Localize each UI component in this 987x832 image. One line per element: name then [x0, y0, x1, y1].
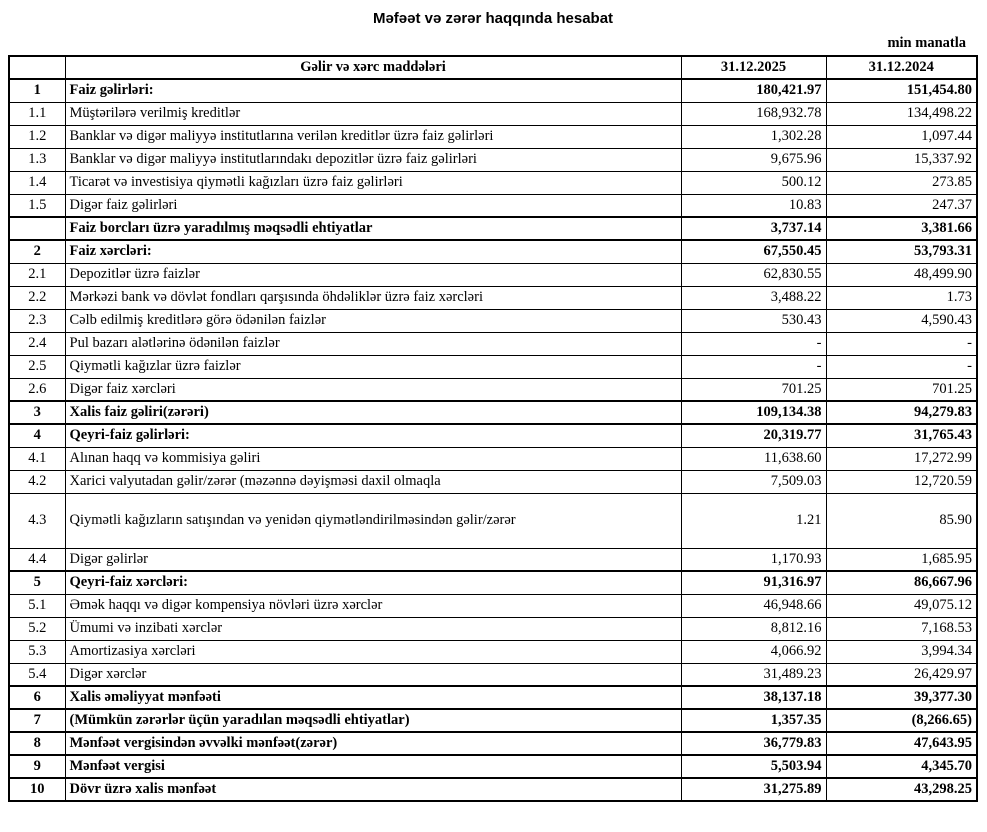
header-date-2024-cell: 31.12.2024: [826, 56, 977, 79]
row-number-cell: 1.5: [9, 194, 65, 217]
row-value-2024-cell: 47,643.95: [826, 732, 977, 755]
row-label-cell: Mərkəzi bank və dövlət fondları qarşısında öhdəliklər üzrə faiz xərcləri: [65, 286, 681, 309]
table-row: [9, 217, 977, 240]
row-value-2025-cell: 7,509.03: [681, 470, 826, 493]
row-label-cell: Müştərilərə verilmiş kreditlər: [65, 102, 681, 125]
row-number-cell: [9, 217, 65, 240]
table-row: [9, 309, 977, 332]
row-label-cell: Cəlb edilmiş kreditlərə görə ödənilən faizlər: [65, 309, 681, 332]
row-number-cell: 5: [9, 571, 65, 594]
row-value-2024-cell: -: [826, 355, 977, 378]
row-number-cell: 1.2: [9, 125, 65, 148]
row-number-cell: 3: [9, 401, 65, 424]
row-value-2025-cell: 168,932.78: [681, 102, 826, 125]
row-value-2025-cell: 4,066.92: [681, 640, 826, 663]
row-value-2024-cell: 3,381.66: [826, 217, 977, 240]
table-row: [9, 286, 977, 309]
row-value-2024-cell: 85.90: [826, 493, 977, 548]
row-value-2024-cell: 17,272.99: [826, 447, 977, 470]
row-number-cell: 9: [9, 755, 65, 778]
row-number-cell: 1.3: [9, 148, 65, 171]
row-value-2025-cell: 3,737.14: [681, 217, 826, 240]
row-number-cell: 1.1: [9, 102, 65, 125]
table-row: [9, 263, 977, 286]
row-value-2024-cell: 7,168.53: [826, 617, 977, 640]
row-label-cell: Əmək haqqı və digər kompensiya növləri üzrə xərclər: [65, 594, 681, 617]
row-label-cell: Pul bazarı alətlərinə ödənilən faizlər: [65, 332, 681, 355]
table-row: [9, 493, 977, 548]
row-number-cell: 2: [9, 240, 65, 263]
row-value-2025-cell: 180,421.97: [681, 79, 826, 102]
row-label-cell: Digər faiz xərcləri: [65, 378, 681, 401]
header-items-cell: Gəlir və xərc maddələri: [65, 56, 681, 79]
row-value-2025-cell: 31,489.23: [681, 663, 826, 686]
table-row: [9, 709, 977, 732]
table-row: [9, 663, 977, 686]
table-row: [9, 447, 977, 470]
row-value-2025-cell: 8,812.16: [681, 617, 826, 640]
currency-unit-note: min manatla: [887, 35, 966, 51]
row-number-cell: 2.6: [9, 378, 65, 401]
header-number-cell: [9, 56, 65, 79]
row-number-cell: 5.1: [9, 594, 65, 617]
row-value-2024-cell: 1,685.95: [826, 548, 977, 571]
table-row: [9, 332, 977, 355]
row-number-cell: 4.2: [9, 470, 65, 493]
row-value-2025-cell: 67,550.45: [681, 240, 826, 263]
table-row: [9, 470, 977, 493]
row-value-2024-cell: 247.37: [826, 194, 977, 217]
row-number-cell: 5.3: [9, 640, 65, 663]
row-value-2025-cell: 31,275.89: [681, 778, 826, 801]
table-row: [9, 355, 977, 378]
row-value-2025-cell: 91,316.97: [681, 571, 826, 594]
row-value-2025-cell: 109,134.38: [681, 401, 826, 424]
row-label-cell: Faiz gəlirləri:: [65, 79, 681, 102]
row-value-2024-cell: (8,266.65): [826, 709, 977, 732]
row-value-2025-cell: 5,503.94: [681, 755, 826, 778]
row-label-cell: Amortizasiya xərcləri: [65, 640, 681, 663]
row-label-cell: Ümumi və inzibati xərclər: [65, 617, 681, 640]
row-value-2024-cell: 151,454.80: [826, 79, 977, 102]
row-label-cell: Ticarət və investisiya qiymətli kağızları üzrə faiz gəlirləri: [65, 171, 681, 194]
row-label-cell: Mənfəət vergisi: [65, 755, 681, 778]
row-number-cell: 2.4: [9, 332, 65, 355]
row-value-2025-cell: 1,357.35: [681, 709, 826, 732]
page-title: Məfəət və zərər haqqında hesabat: [372, 10, 614, 27]
row-number-cell: 8: [9, 732, 65, 755]
row-number-cell: 5.2: [9, 617, 65, 640]
row-value-2025-cell: 500.12: [681, 171, 826, 194]
table-row: [9, 102, 977, 125]
row-value-2024-cell: 4,590.43: [826, 309, 977, 332]
header-date-2025-cell: 31.12.2025: [681, 56, 826, 79]
row-value-2025-cell: 530.43: [681, 309, 826, 332]
row-value-2024-cell: 86,667.96: [826, 571, 977, 594]
row-value-2025-cell: 1.21: [681, 493, 826, 548]
row-number-cell: 4.1: [9, 447, 65, 470]
row-label-cell: Faiz xərcləri:: [65, 240, 681, 263]
table-row: [9, 617, 977, 640]
row-number-cell: 2.1: [9, 263, 65, 286]
row-value-2024-cell: 1,097.44: [826, 125, 977, 148]
table-row: [9, 194, 977, 217]
table-row: [9, 171, 977, 194]
row-value-2024-cell: 3,994.34: [826, 640, 977, 663]
row-value-2024-cell: 26,429.97: [826, 663, 977, 686]
row-label-cell: Xalis əməliyyat mənfəəti: [65, 686, 681, 709]
row-label-cell: Mənfəət vergisindən əvvəlki mənfəət(zərər): [65, 732, 681, 755]
row-value-2025-cell: 20,319.77: [681, 424, 826, 447]
row-value-2025-cell: -: [681, 332, 826, 355]
row-number-cell: 4: [9, 424, 65, 447]
row-label-cell: Banklar və digər maliyyə institutlarındakı depozitlər üzrə faiz gəlirləri: [65, 148, 681, 171]
row-number-cell: 5.4: [9, 663, 65, 686]
row-value-2025-cell: 3,488.22: [681, 286, 826, 309]
table-row: [9, 240, 977, 263]
row-number-cell: 7: [9, 709, 65, 732]
row-value-2024-cell: 1.73: [826, 286, 977, 309]
row-number-cell: 6: [9, 686, 65, 709]
row-value-2025-cell: 10.83: [681, 194, 826, 217]
row-value-2025-cell: 701.25: [681, 378, 826, 401]
row-value-2025-cell: 62,830.55: [681, 263, 826, 286]
row-number-cell: 4.4: [9, 548, 65, 571]
row-value-2024-cell: -: [826, 332, 977, 355]
row-value-2025-cell: 9,675.96: [681, 148, 826, 171]
row-value-2024-cell: 15,337.92: [826, 148, 977, 171]
row-value-2024-cell: 53,793.31: [826, 240, 977, 263]
row-value-2025-cell: 36,779.83: [681, 732, 826, 755]
table-row: [9, 548, 977, 571]
row-label-cell: Qeyri-faiz xərcləri:: [65, 571, 681, 594]
row-value-2025-cell: -: [681, 355, 826, 378]
row-label-cell: (Mümkün zərərlər üçün yaradılan məqsədli ehtiyatlar): [65, 709, 681, 732]
row-label-cell: Faiz borcları üzrə yaradılmış məqsədli ehtiyatlar: [65, 217, 681, 240]
row-value-2025-cell: 11,638.60: [681, 447, 826, 470]
row-label-cell: Xarici valyutadan gəlir/zərər (məzənnə dəyişməsi daxil olmaqla: [65, 470, 681, 493]
row-number-cell: 2.3: [9, 309, 65, 332]
row-number-cell: 10: [9, 778, 65, 801]
table-row: [9, 732, 977, 755]
row-label-cell: Alınan haqq və kommisiya gəliri: [65, 447, 681, 470]
row-value-2024-cell: 31,765.43: [826, 424, 977, 447]
table-row: [9, 778, 977, 801]
row-value-2025-cell: 38,137.18: [681, 686, 826, 709]
row-number-cell: 2.5: [9, 355, 65, 378]
table-row: [9, 640, 977, 663]
row-value-2025-cell: 46,948.66: [681, 594, 826, 617]
row-value-2024-cell: 43,298.25: [826, 778, 977, 801]
row-value-2025-cell: 1,302.28: [681, 125, 826, 148]
row-value-2024-cell: 48,499.90: [826, 263, 977, 286]
row-value-2025-cell: 1,170.93: [681, 548, 826, 571]
row-number-cell: 1: [9, 79, 65, 102]
table-header-row: [9, 56, 977, 79]
row-label-cell: Xalis faiz gəliri(zərəri): [65, 401, 681, 424]
table-row: [9, 378, 977, 401]
row-number-cell: 4.3: [9, 493, 65, 548]
table-body: [9, 79, 977, 801]
row-value-2024-cell: 273.85: [826, 171, 977, 194]
row-number-cell: 1.4: [9, 171, 65, 194]
row-value-2024-cell: 49,075.12: [826, 594, 977, 617]
row-label-cell: Digər faiz gəlirləri: [65, 194, 681, 217]
table-row: [9, 424, 977, 447]
row-label-cell: Qiymətli kağızların satışından və yenidən qiymətləndirilməsindən gəlir/zərər: [65, 493, 681, 548]
table-row: [9, 755, 977, 778]
row-value-2024-cell: 94,279.83: [826, 401, 977, 424]
row-value-2024-cell: 701.25: [826, 378, 977, 401]
table-row: [9, 79, 977, 102]
row-label-cell: Banklar və digər maliyyə institutlarına verilən kreditlər üzrə faiz gəlirləri: [65, 125, 681, 148]
row-value-2024-cell: 4,345.70: [826, 755, 977, 778]
row-value-2024-cell: 39,377.30: [826, 686, 977, 709]
row-label-cell: Qeyri-faiz gəlirləri:: [65, 424, 681, 447]
table-row: [9, 594, 977, 617]
table-row: [9, 571, 977, 594]
row-label-cell: Qiymətli kağızlar üzrə faizlər: [65, 355, 681, 378]
row-label-cell: Depozitlər üzrə faizlər: [65, 263, 681, 286]
table-row: [9, 686, 977, 709]
row-label-cell: Dövr üzrə xalis mənfəət: [65, 778, 681, 801]
table-row: [9, 148, 977, 171]
row-number-cell: 2.2: [9, 286, 65, 309]
row-label-cell: Digər gəlirlər: [65, 548, 681, 571]
table-row: [9, 401, 977, 424]
row-label-cell: Digər xərclər: [65, 663, 681, 686]
row-value-2024-cell: 12,720.59: [826, 470, 977, 493]
table-row: [9, 125, 977, 148]
row-value-2024-cell: 134,498.22: [826, 102, 977, 125]
profit-loss-table: [8, 55, 978, 802]
